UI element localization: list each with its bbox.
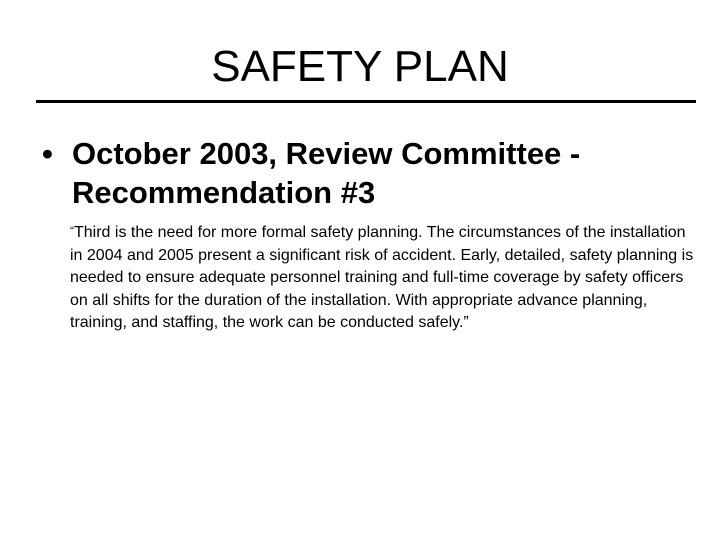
bullet-item xyxy=(42,134,692,212)
open-quote-mark: “ xyxy=(70,224,74,238)
quote-body: Third is the need for more formal safety planning. The circumstances of the installation in 2004 and 2005 present a significant risk of accident. Early, detailed, safety planning is needed to ensure adequate personnel training and full-time coverage by safety officers on all shifts for the duration of the installation. With appropriate advance planning, training, and staffing, the work can be conducted safely.” xyxy=(70,224,694,332)
slide-title-text: SAFETY PLAN xyxy=(211,42,509,91)
slide-title xyxy=(0,40,720,94)
title-divider xyxy=(36,100,696,103)
bullet-heading: October 2003, Review Committee - Recommendation #3 xyxy=(72,136,581,210)
bullet-marker: • xyxy=(42,136,53,171)
committee-quote xyxy=(70,220,695,335)
